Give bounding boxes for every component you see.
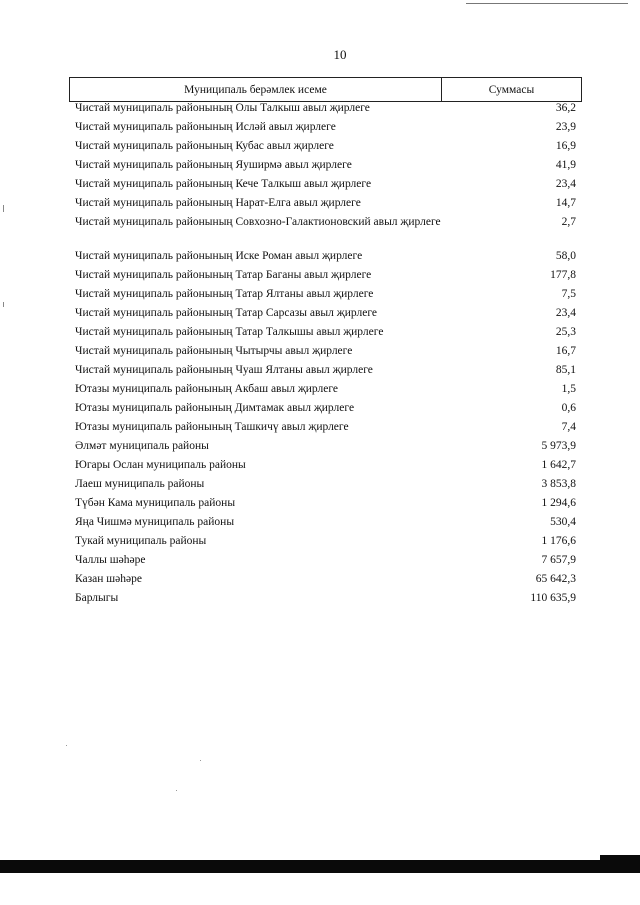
table-row <box>75 269 576 288</box>
row-name: Ютазы муниципаль районының Ташкичү авыл җирлеге <box>75 421 349 433</box>
row-value: 7 657,9 <box>541 554 576 566</box>
row-name: Чистай муниципаль районының Татар Ялтаны авыл җирлеге <box>75 288 374 300</box>
row-name: Югары Ослан муниципаль районы <box>75 459 246 471</box>
row-value: 41,9 <box>555 159 576 171</box>
row-name: Чистай муниципаль районының Кубас авыл җирлеге <box>75 140 334 152</box>
page-number: 10 <box>333 47 347 62</box>
row-value: 16,9 <box>555 140 576 152</box>
row-name: Чаллы шәһәре <box>75 554 146 566</box>
table-row <box>75 250 576 269</box>
table-row <box>75 326 576 345</box>
row-value: 58,0 <box>555 250 576 262</box>
table-row <box>75 288 576 307</box>
top-scan-line <box>466 3 628 4</box>
row-name: Яңа Чишмә муниципаль районы <box>75 516 235 528</box>
table-body <box>75 102 576 611</box>
row-value: 110 635,9 <box>530 592 576 604</box>
table-row <box>75 440 576 459</box>
header-municipality-name: Муниципаль берәмлек исеме <box>70 78 442 101</box>
row-name: Чистай муниципаль районының Олы Талкыш авыл җирлеге <box>75 102 370 114</box>
table-row <box>75 554 576 573</box>
table-row <box>75 516 576 535</box>
row-name: Чистай муниципаль районының Кече Талкыш авыл җирлеге <box>75 178 372 190</box>
table-row <box>75 178 576 197</box>
row-name: Чистай муниципаль районының Татар Баганы авыл җирлеге <box>75 269 372 281</box>
row-value: 65 642,3 <box>535 573 576 585</box>
row-name: Ютазы муниципаль районының Акбаш авыл җирлеге <box>75 383 339 395</box>
row-name: Чистай муниципаль районының Нарат-Елга авыл җирлеге <box>75 197 361 209</box>
row-value: 3 853,8 <box>541 478 576 490</box>
left-margin-mark <box>3 302 4 307</box>
row-value: 14,7 <box>555 197 576 209</box>
table-header <box>69 77 582 102</box>
row-value: 1,5 <box>561 383 576 395</box>
row-value: 7,5 <box>561 288 576 300</box>
row-value: 7,4 <box>561 421 576 433</box>
scan-speck <box>66 745 67 746</box>
row-value: 25,3 <box>555 326 576 338</box>
row-name: Чистай муниципаль районының Совхозно-Галактионовский авыл җирлеге <box>75 216 441 228</box>
row-name: Тукай муниципаль районы <box>75 535 207 547</box>
row-value: 23,4 <box>555 307 576 319</box>
table-row <box>75 364 576 383</box>
row-name: Казан шәһәре <box>75 573 142 585</box>
row-value: 36,2 <box>555 102 576 114</box>
header-sum: Суммасы <box>488 83 535 96</box>
table-row <box>75 102 576 121</box>
table-row <box>75 307 576 326</box>
table-row <box>75 345 576 364</box>
table-row <box>75 216 576 250</box>
table-row <box>75 383 576 402</box>
row-name: Чистай муниципаль районының Иске Роман авыл җирлеге <box>75 250 363 262</box>
row-name: Чистай муниципаль районының Чуаш Ялтаны авыл җирлеге <box>75 364 373 376</box>
row-value: 5 973,9 <box>541 440 576 452</box>
row-name: Чистай муниципаль районының Яуширмә авыл җирлеге <box>75 159 352 171</box>
left-margin-mark <box>3 205 4 212</box>
row-name: Чистай муниципаль районының Чытырчы авыл җирлеге <box>75 345 353 357</box>
row-value: 1 642,7 <box>541 459 576 471</box>
scan-speck <box>200 760 201 761</box>
table-row <box>75 421 576 440</box>
table-row <box>75 497 576 516</box>
table-row <box>75 535 576 554</box>
table-row <box>75 159 576 178</box>
row-value: 0,6 <box>561 402 576 414</box>
row-name: Барлыгы <box>75 592 119 604</box>
row-value: 16,7 <box>555 345 576 357</box>
table-row <box>75 573 576 592</box>
scan-bottom-bar <box>0 860 640 873</box>
row-value: 177,8 <box>550 269 576 281</box>
row-value: 85,1 <box>555 364 576 376</box>
row-name: Түбән Кама муниципаль районы <box>75 497 236 509</box>
row-name: Чистай муниципаль районының Исләй авыл җирлеге <box>75 121 336 133</box>
row-name: Чистай муниципаль районының Татар Сарсазы авыл җирлеге <box>75 307 377 319</box>
row-name: Лаеш муниципаль районы <box>75 478 205 490</box>
row-name: Әлмәт муниципаль районы <box>75 440 209 452</box>
table-row-total <box>75 592 576 611</box>
table-row <box>75 459 576 478</box>
row-value: 530,4 <box>550 516 576 528</box>
table-row <box>75 140 576 159</box>
table-row <box>75 402 576 421</box>
scan-speck <box>176 790 177 791</box>
row-name: Ютазы муниципаль районының Димтамак авыл җирлеге <box>75 402 355 414</box>
row-value: 1 176,6 <box>541 535 576 547</box>
row-name: Чистай муниципаль районының Татар Талкышы авыл җирлеге <box>75 326 384 338</box>
row-value: 23,9 <box>555 121 576 133</box>
row-value: 23,4 <box>555 178 576 190</box>
table-row <box>75 197 576 216</box>
table-row <box>75 121 576 140</box>
row-value: 2,7 <box>561 216 576 228</box>
row-value: 1 294,6 <box>541 497 576 509</box>
table-row <box>75 478 576 497</box>
